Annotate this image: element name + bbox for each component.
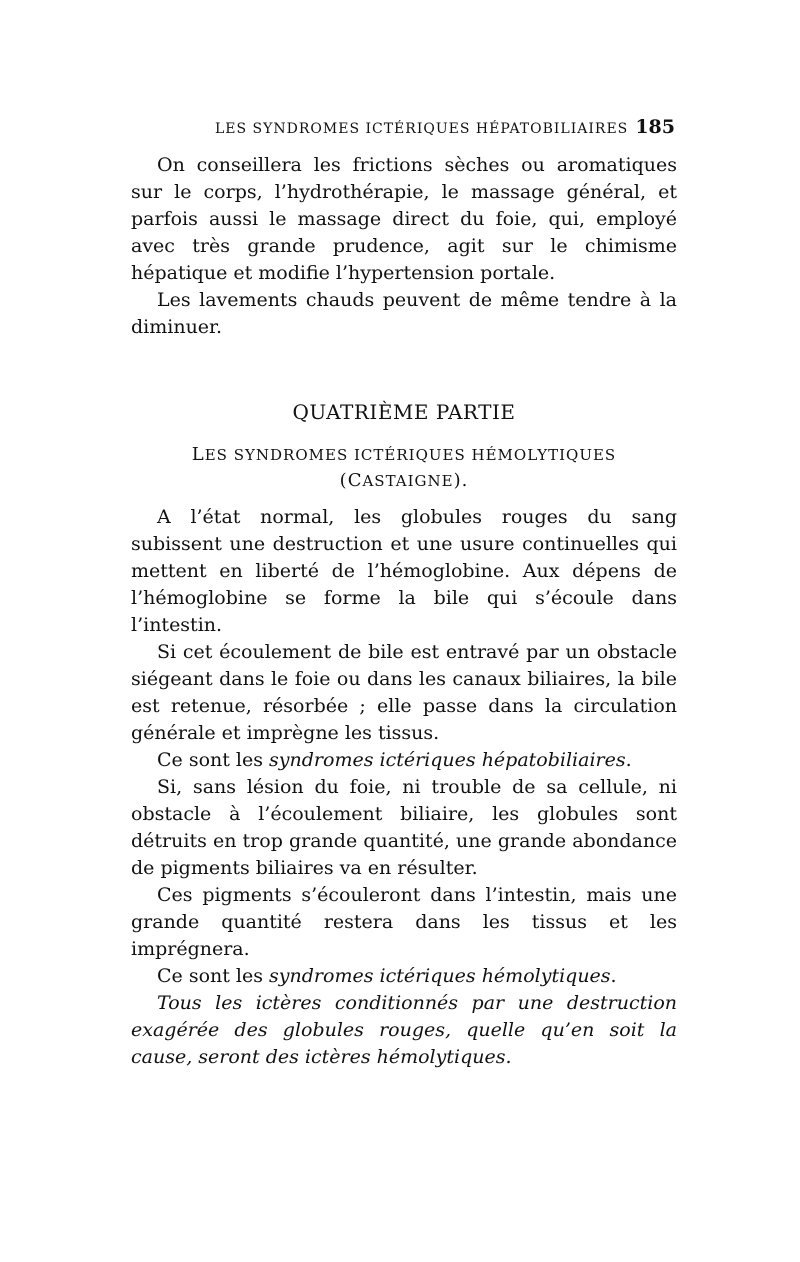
paragraph-8 [131, 963, 677, 990]
paragraph-5-tail: . [625, 749, 632, 771]
running-header [215, 116, 675, 138]
section-title-rest-1: ES SYNDROMES ICTÉRIQUES HÉMOLYTIQUES [204, 446, 617, 464]
page-number: 185 [635, 116, 675, 138]
paragraph-4: Si cet écoulement de bile est entravé par un obstacle siégeant dans le foie ou dans les canaux biliaires, la bile est retenue, résorbée ; elle passe dans la circulation générale et imprègne les tissus. [131, 641, 677, 744]
section-title-close-paren: ). [453, 470, 469, 491]
paragraph-8-emphasis: syndromes ictériques hémolytiques [269, 965, 611, 987]
paragraph-9 [131, 990, 677, 1071]
paragraph-5 [131, 747, 677, 774]
paragraph-3: A l’état normal, les globules rouges du sang subissent une destruction et une usure continuelles qui mettent en liberté de l’hémoglobine. Aux dépens de l’hémoglobine se forme la bile qui s’écoule dans l’intestin. [131, 506, 677, 636]
part-title: QUATRIÈME PARTIE [292, 400, 516, 424]
paragraph-9-emphasis: Tous les ictères conditionnés par une destruction exagérée des globules rouges, quelle qu’en soit la cause, seront des ictères hémolytiques. [131, 992, 677, 1068]
paragraph-8-tail: . [610, 965, 617, 987]
section-title-open-paren: ( [339, 470, 348, 491]
paragraph-8-lead: Ce sont les [157, 965, 270, 987]
section-title [131, 442, 677, 494]
paragraph-7: Ces pigments s’écouleront dans l’intestin, mais une grande quantité restera dans les tissus et les imprégnera. [131, 884, 677, 960]
section-title-cap-2: C [347, 470, 363, 491]
section-title-rest-2: ASTAIGNE [362, 472, 454, 490]
paragraph-2: Les lavements chauds peuvent de même tendre à la diminuer. [131, 289, 677, 338]
section-title-line-1 [131, 442, 677, 468]
section-title-line-2 [131, 468, 677, 494]
paragraph-5-lead: Ce sont les [157, 749, 270, 771]
paragraph-1: On conseillera les frictions sèches ou aromatiques sur le corps, l’hydrothérapie, le massage général, et parfois aussi le massage direct du foie, qui, employé avec très grande prudence, agit sur le chimisme hépatique et modifie l’hypertension portale. [131, 154, 677, 284]
running-title: LES SYNDROMES ICTÉRIQUES HÉPATOBILIAIRES [215, 121, 629, 137]
paragraph-5-emphasis: syndromes ictériques hépatobiliaires [269, 749, 626, 771]
paragraph-6: Si, sans lésion du foie, ni trouble de sa cellule, ni obstacle à l’écoulement biliaire, les globules sont détruits en trop grande quantité, une grande abondance de pigments biliaires va en résulter. [131, 776, 677, 879]
section-title-cap-1: L [191, 444, 205, 465]
main-text [131, 152, 677, 1071]
